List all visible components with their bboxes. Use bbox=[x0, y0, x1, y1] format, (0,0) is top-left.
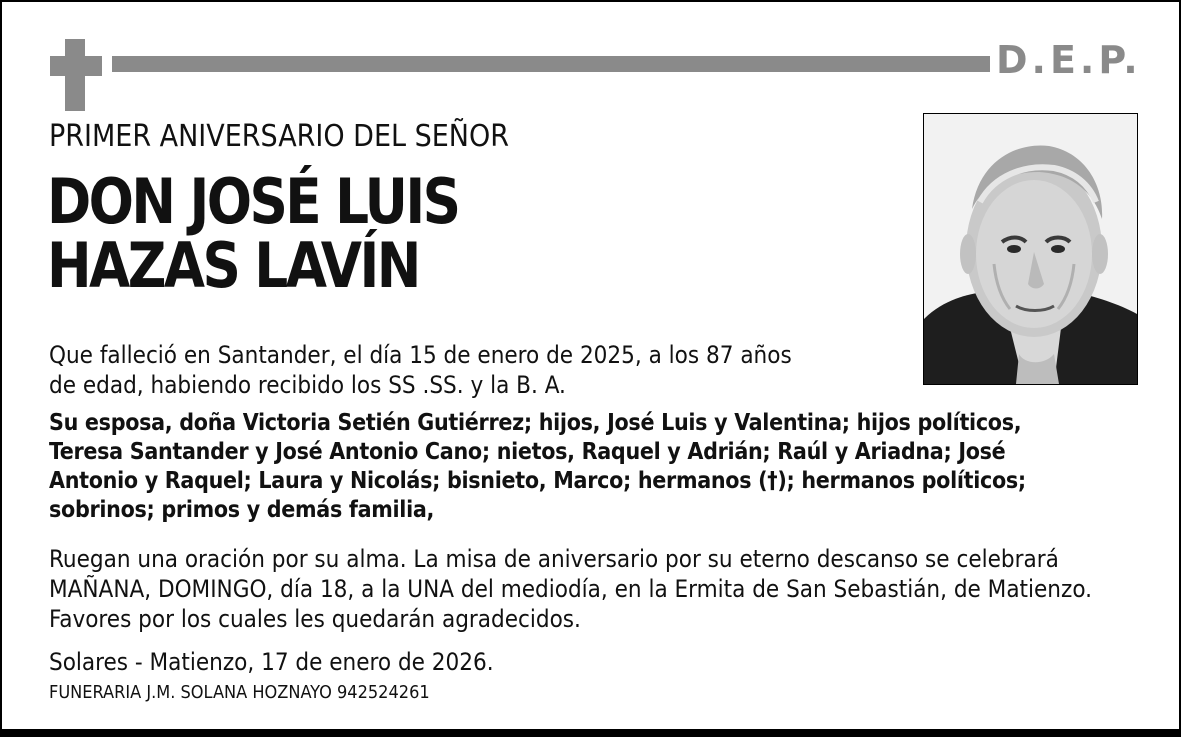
portrait-illustration bbox=[924, 114, 1137, 384]
death-line-1: Que falleció en Santander, el día 15 de enero de 2025, a los 87 años bbox=[49, 341, 792, 369]
portrait-photo bbox=[923, 113, 1138, 385]
name-line-1: DON JOSÉ LUIS bbox=[47, 165, 459, 238]
family-line-2: Teresa Santander y José Antonio Cano; nietos, Raquel y Adrián; Raúl y Ariadna; José bbox=[49, 439, 1006, 465]
deceased-name bbox=[47, 165, 459, 302]
prayer-line-3: Favores por los cuales les quedarán agradecidos. bbox=[49, 605, 581, 633]
death-line-2: de edad, habiendo recibido los SS .SS. y la B. A. bbox=[49, 371, 566, 399]
family-list bbox=[49, 409, 1026, 525]
cross-icon bbox=[50, 39, 102, 111]
prayer-line-1: Ruegan una oración por su alma. La misa de aniversario por su eterno descanso se celebrará bbox=[49, 545, 1059, 573]
notice-subtitle: PRIMER ANIVERSARIO DEL SEÑOR bbox=[49, 119, 509, 154]
name-line-2: HAZAS LAVÍN bbox=[47, 229, 419, 302]
prayer-request bbox=[49, 544, 1092, 634]
prayer-line-2: MAÑANA, DOMINGO, día 18, a la UNA del mediodía, en la Ermita de San Sebastián, de Matienzo. bbox=[49, 575, 1092, 603]
family-line-3: Antonio y Raquel; Laura y Nicolás; bisnieto, Marco; hermanos (†); hermanos políticos; bbox=[49, 468, 1026, 494]
family-line-1: Su esposa, doña Victoria Setién Gutiérrez; hijos, José Luis y Valentina; hijos políticos, bbox=[49, 410, 1022, 436]
cross-horizontal-bar bbox=[50, 56, 102, 76]
death-details bbox=[49, 340, 792, 400]
dep-badge: D.E.P. bbox=[996, 38, 1142, 82]
funeral-home: FUNERARIA J.M. SOLANA HOZNAYO 942524261 bbox=[49, 682, 430, 703]
family-line-4: sobrinos; primos y demás familia, bbox=[49, 497, 435, 523]
header-rule bbox=[112, 56, 990, 72]
place-date: Solares - Matienzo, 17 de enero de 2026. bbox=[49, 648, 494, 676]
